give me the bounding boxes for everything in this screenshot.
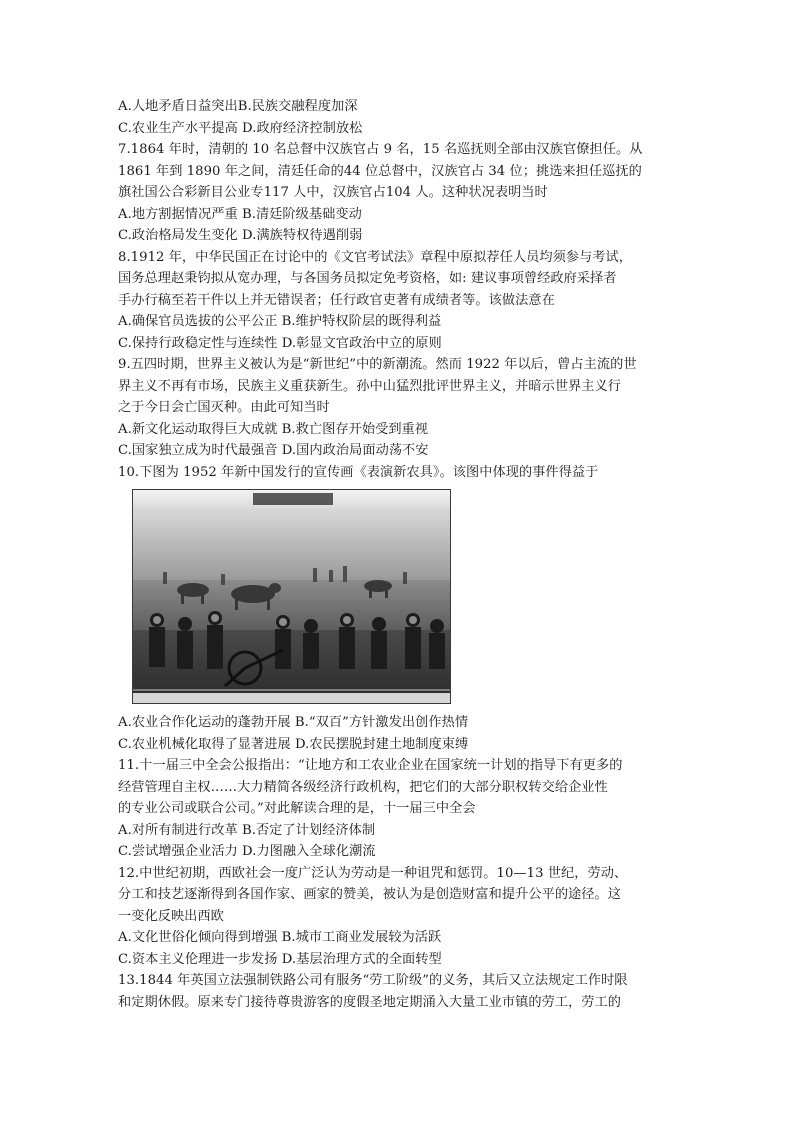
text-line: 一变化反映出西欧 xyxy=(118,908,224,924)
question-text-block-lower xyxy=(118,712,680,1013)
text-line: C.保持行政稳定性与连续性 D.彰显文官政治中立的原则 xyxy=(118,335,442,351)
text-line: 11.十一届三中全会公报指出：“让地方和工农业企业在国家统一计划的指导下有更多的 xyxy=(118,758,623,773)
text-line: 分工和技艺逐渐得到各国作家、画家的赞美，被认为是创造财富和提升公平的途径。这 xyxy=(118,887,622,902)
text-line: C.国家独立成为时代最强音 D.国内政治局面动荡不安 xyxy=(118,443,429,458)
text-line: 界主义不再有市场，民族主义重获新生。孙中山猛烈批评世界主义，并暗示世界主义行 xyxy=(118,378,622,394)
text-line: 经营管理自主权……大力精简各级经济行政机构，把它们的大部分职权转交给企业性 xyxy=(118,779,608,795)
text-line: C.政治格局发生变化 D.满族特权待遇削弱 xyxy=(118,228,363,243)
text-line: A.新文化运动取得巨大成就 B.救亡图存开始受到重视 xyxy=(118,421,429,437)
text-line: A.地方割据情况严重 B.清廷阶级基础变动 xyxy=(118,206,362,222)
text-line: 之于今日会亡国灭种。由此可知当时 xyxy=(118,400,330,415)
poster-illustration xyxy=(133,490,450,703)
text-line: 国务总理赵秉钧拟从宽办理，与各国务员拟定免考资格，如: 建议事项曾经政府采择者 xyxy=(118,271,617,286)
text-line: 8.1912 年，中华民国正在讨论中的《文官考试法》章程中原拟荐任人员均须参与考试， xyxy=(118,249,632,265)
text-line: C.尝试增强企业活力 D.力图融入全球化潮流 xyxy=(118,844,376,859)
text-line: 和定期休假。原来专门接待尊贵游客的度假圣地定期涌入大量工业市镇的劳工，劳工的 xyxy=(118,994,622,1010)
text-line: C.资本主义伦理进一步发扬 D.基层治理方式的全面转型 xyxy=(118,951,442,967)
poster-bottom-strip xyxy=(133,693,450,703)
text-line: 的专业公司或联合公司。”对此解读合理的是，十一届三中全会 xyxy=(118,801,476,816)
text-line: C.农业生产水平提高 D.政府经济控制放松 xyxy=(118,120,363,136)
text-line: A.确保官员选拔的公平公正 B.维护特权阶层的既得利益 xyxy=(118,314,442,329)
text-line: A.农业合作化运动的蓬勃开展 B.“双百”方针激发出创作热情 xyxy=(118,715,469,730)
text-line: C.农业机械化取得了显著进展 D.农民摆脱封建土地制度束缚 xyxy=(118,736,469,752)
page-content xyxy=(118,96,680,1013)
text-line: A.对所有制进行改革 B.否定了计划经济体制 xyxy=(118,822,376,838)
text-line: 手办行稿至若干件以上并无错误者；任行政官吏著有成绩者等。该做法意在 xyxy=(118,292,555,308)
question-text-block-upper xyxy=(118,96,680,483)
text-line: A.文化世俗化倾向得到增强 B.城市工商业发展较为活跃 xyxy=(118,930,442,945)
text-line: 12.中世纪初期，西欧社会一度广泛认为劳动是一种诅咒和惩罚。10—13 世纪，劳动、 xyxy=(118,865,628,881)
text-line: 10.下图为 1952 年新中国发行的宣传画《表演新农具》。该图中体现的事件得益于 xyxy=(118,464,599,480)
text-line: 1861 年到 1890 年之间，清廷任命的44 位总督中，汉族官占 34 位；挑选来担任巡抚的 xyxy=(118,163,642,179)
text-line: 9.五四时期，世界主义被认为是“新世纪”中的新潮流。然而 1922 年以后，曾占主流的世 xyxy=(118,357,637,372)
text-line: A.人地矛盾日益突出B.民族交融程度加深 xyxy=(118,99,358,114)
propaganda-poster-figure xyxy=(132,489,451,704)
text-line: 13.1844 年英国立法强制铁路公司有服务“劳工阶级”的义务，其后又立法规定工作时限 xyxy=(118,973,628,988)
text-line: 7.1864 年时，清朝的 10 名总督中汉族官占 9 名，15 名巡抚则全部由汉族官僚担任。从 xyxy=(118,142,643,157)
text-line: 旗社国公合彩新目公业专117 人中，汉族官占104 人。这种状况表明当时 xyxy=(118,185,548,200)
